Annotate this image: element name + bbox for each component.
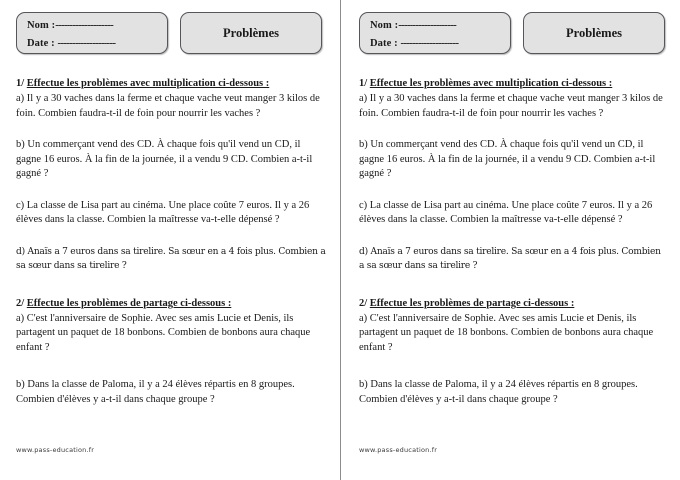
page-title: Problèmes <box>222 25 279 40</box>
date-label: Date : <box>27 38 58 49</box>
date-fill-line: -------------------- <box>400 38 459 49</box>
section-1-heading-text: Effectue les problèmes avec multiplication ci-dessous : <box>26 78 270 89</box>
section-2-number: 2/ <box>16 297 25 309</box>
footer-url-left[interactable]: www.pass-education.fr <box>16 446 95 454</box>
problem-1c: c) La classe de Lisa part au cinéma. Une place coûte 7 euros. Il y a 26 élèves dans la classe. Combien la maîtresse va-t-elle dépensé ? <box>16 199 310 225</box>
problem-1c: c) La classe de Lisa part au cinéma. Une place coûte 7 euros. Il y a 26 élèves dans la classe. Combien la maîtresse va-t-elle dépensé ? <box>359 199 653 225</box>
section-2-heading <box>359 296 666 311</box>
problem-1b: b) Un commerçant vend des CD. À chaque fois qu'il vend un CD, il gagne 16 euros. À la fin de la journée, il a vendu 9 CD. Combien a-t-il gagné ? <box>359 139 656 179</box>
problem-1d: d) Anaïs a 7 euros dans sa tirelire. Sa sœur en a 4 fois plus. Combien a sa sœur dans sa tirelire ? <box>359 246 661 271</box>
worksheet-body <box>16 76 326 446</box>
section-2-number: 2/ <box>359 297 368 309</box>
section-1-number: 1/ <box>16 78 25 89</box>
footer-url-right[interactable]: www.pass-education.fr <box>359 446 438 454</box>
worksheet-column-right <box>340 0 680 480</box>
section-1-number: 1/ <box>359 78 368 89</box>
problem-1a: a) Il y a 30 vaches dans la ferme et chaque vache veut manger 3 kilos de foin. Combien faudra-t-il de foin pour nourrir les vaches ? <box>16 93 320 119</box>
spacer <box>16 366 326 378</box>
name-label: Nom : <box>370 20 399 31</box>
spacer <box>16 284 326 296</box>
student-info-box <box>359 12 511 54</box>
exercise-section-1 <box>359 76 666 273</box>
section-1-heading <box>359 76 666 91</box>
name-fill-line: -------------------- <box>398 20 457 31</box>
problem-2a: a) C'est l'anniversaire de Sophie. Avec ses amis Lucie et Denis, ils partagent un paquet de 18 bonbons. Combien de bonbons aura chaque enfant ? <box>16 312 311 353</box>
section-1-heading <box>16 76 326 91</box>
problem-1b: b) Un commerçant vend des CD. À chaque fois qu'il vend un CD, il gagne 16 euros. À la fin de la journée, il a vendu 9 CD. Combien a-t-il gagné ? <box>16 139 313 179</box>
section-2-heading-text: Effectue les problèmes de partage ci-dessous : <box>369 297 575 309</box>
section-1-heading-text: Effectue les problèmes avec multiplication ci-dessous : <box>369 78 613 89</box>
name-label: Nom : <box>27 20 56 31</box>
header-row <box>16 12 326 54</box>
spacer <box>359 284 666 296</box>
date-label: Date : <box>370 38 401 49</box>
date-fill-line: -------------------- <box>57 38 116 49</box>
problem-1a: a) Il y a 30 vaches dans la ferme et chaque vache veut manger 3 kilos de foin. Combien faudra-t-il de foin pour nourrir les vaches ? <box>359 93 663 119</box>
page-title: Problèmes <box>565 25 622 40</box>
spacer <box>359 366 666 378</box>
exercise-section-2 <box>16 296 326 408</box>
exercise-section-2 <box>359 296 666 408</box>
worksheet-title-box <box>523 12 665 54</box>
worksheet-title-box <box>180 12 322 54</box>
worksheet-body <box>359 76 666 446</box>
problem-2b: b) Dans la classe de Paloma, il y a 24 élèves répartis en 8 groupes. Combien d'élèves y a-t-il dans chaque groupe ? <box>16 379 295 405</box>
section-2-heading <box>16 296 326 311</box>
problem-1d: d) Anaïs a 7 euros dans sa tirelire. Sa sœur en a 4 fois plus. Combien a sa sœur dans sa tirelire ? <box>16 246 326 271</box>
student-info-box <box>16 12 168 54</box>
name-field-row[interactable] <box>27 17 159 35</box>
problem-2a: a) C'est l'anniversaire de Sophie. Avec ses amis Lucie et Denis, ils partagent un paquet de 18 bonbons. Combien de bonbons aura chaque enfant ? <box>359 312 654 353</box>
section-2-heading-text: Effectue les problèmes de partage ci-dessous : <box>26 297 232 309</box>
exercise-section-1 <box>16 76 326 273</box>
date-field-row[interactable] <box>27 35 159 53</box>
name-field-row[interactable] <box>370 17 502 35</box>
header-row <box>359 12 666 54</box>
problem-2b: b) Dans la classe de Paloma, il y a 24 élèves répartis en 8 groupes. Combien d'élèves y a-t-il dans chaque groupe ? <box>359 379 638 405</box>
date-field-row[interactable] <box>370 35 502 53</box>
name-fill-line: -------------------- <box>55 20 114 31</box>
